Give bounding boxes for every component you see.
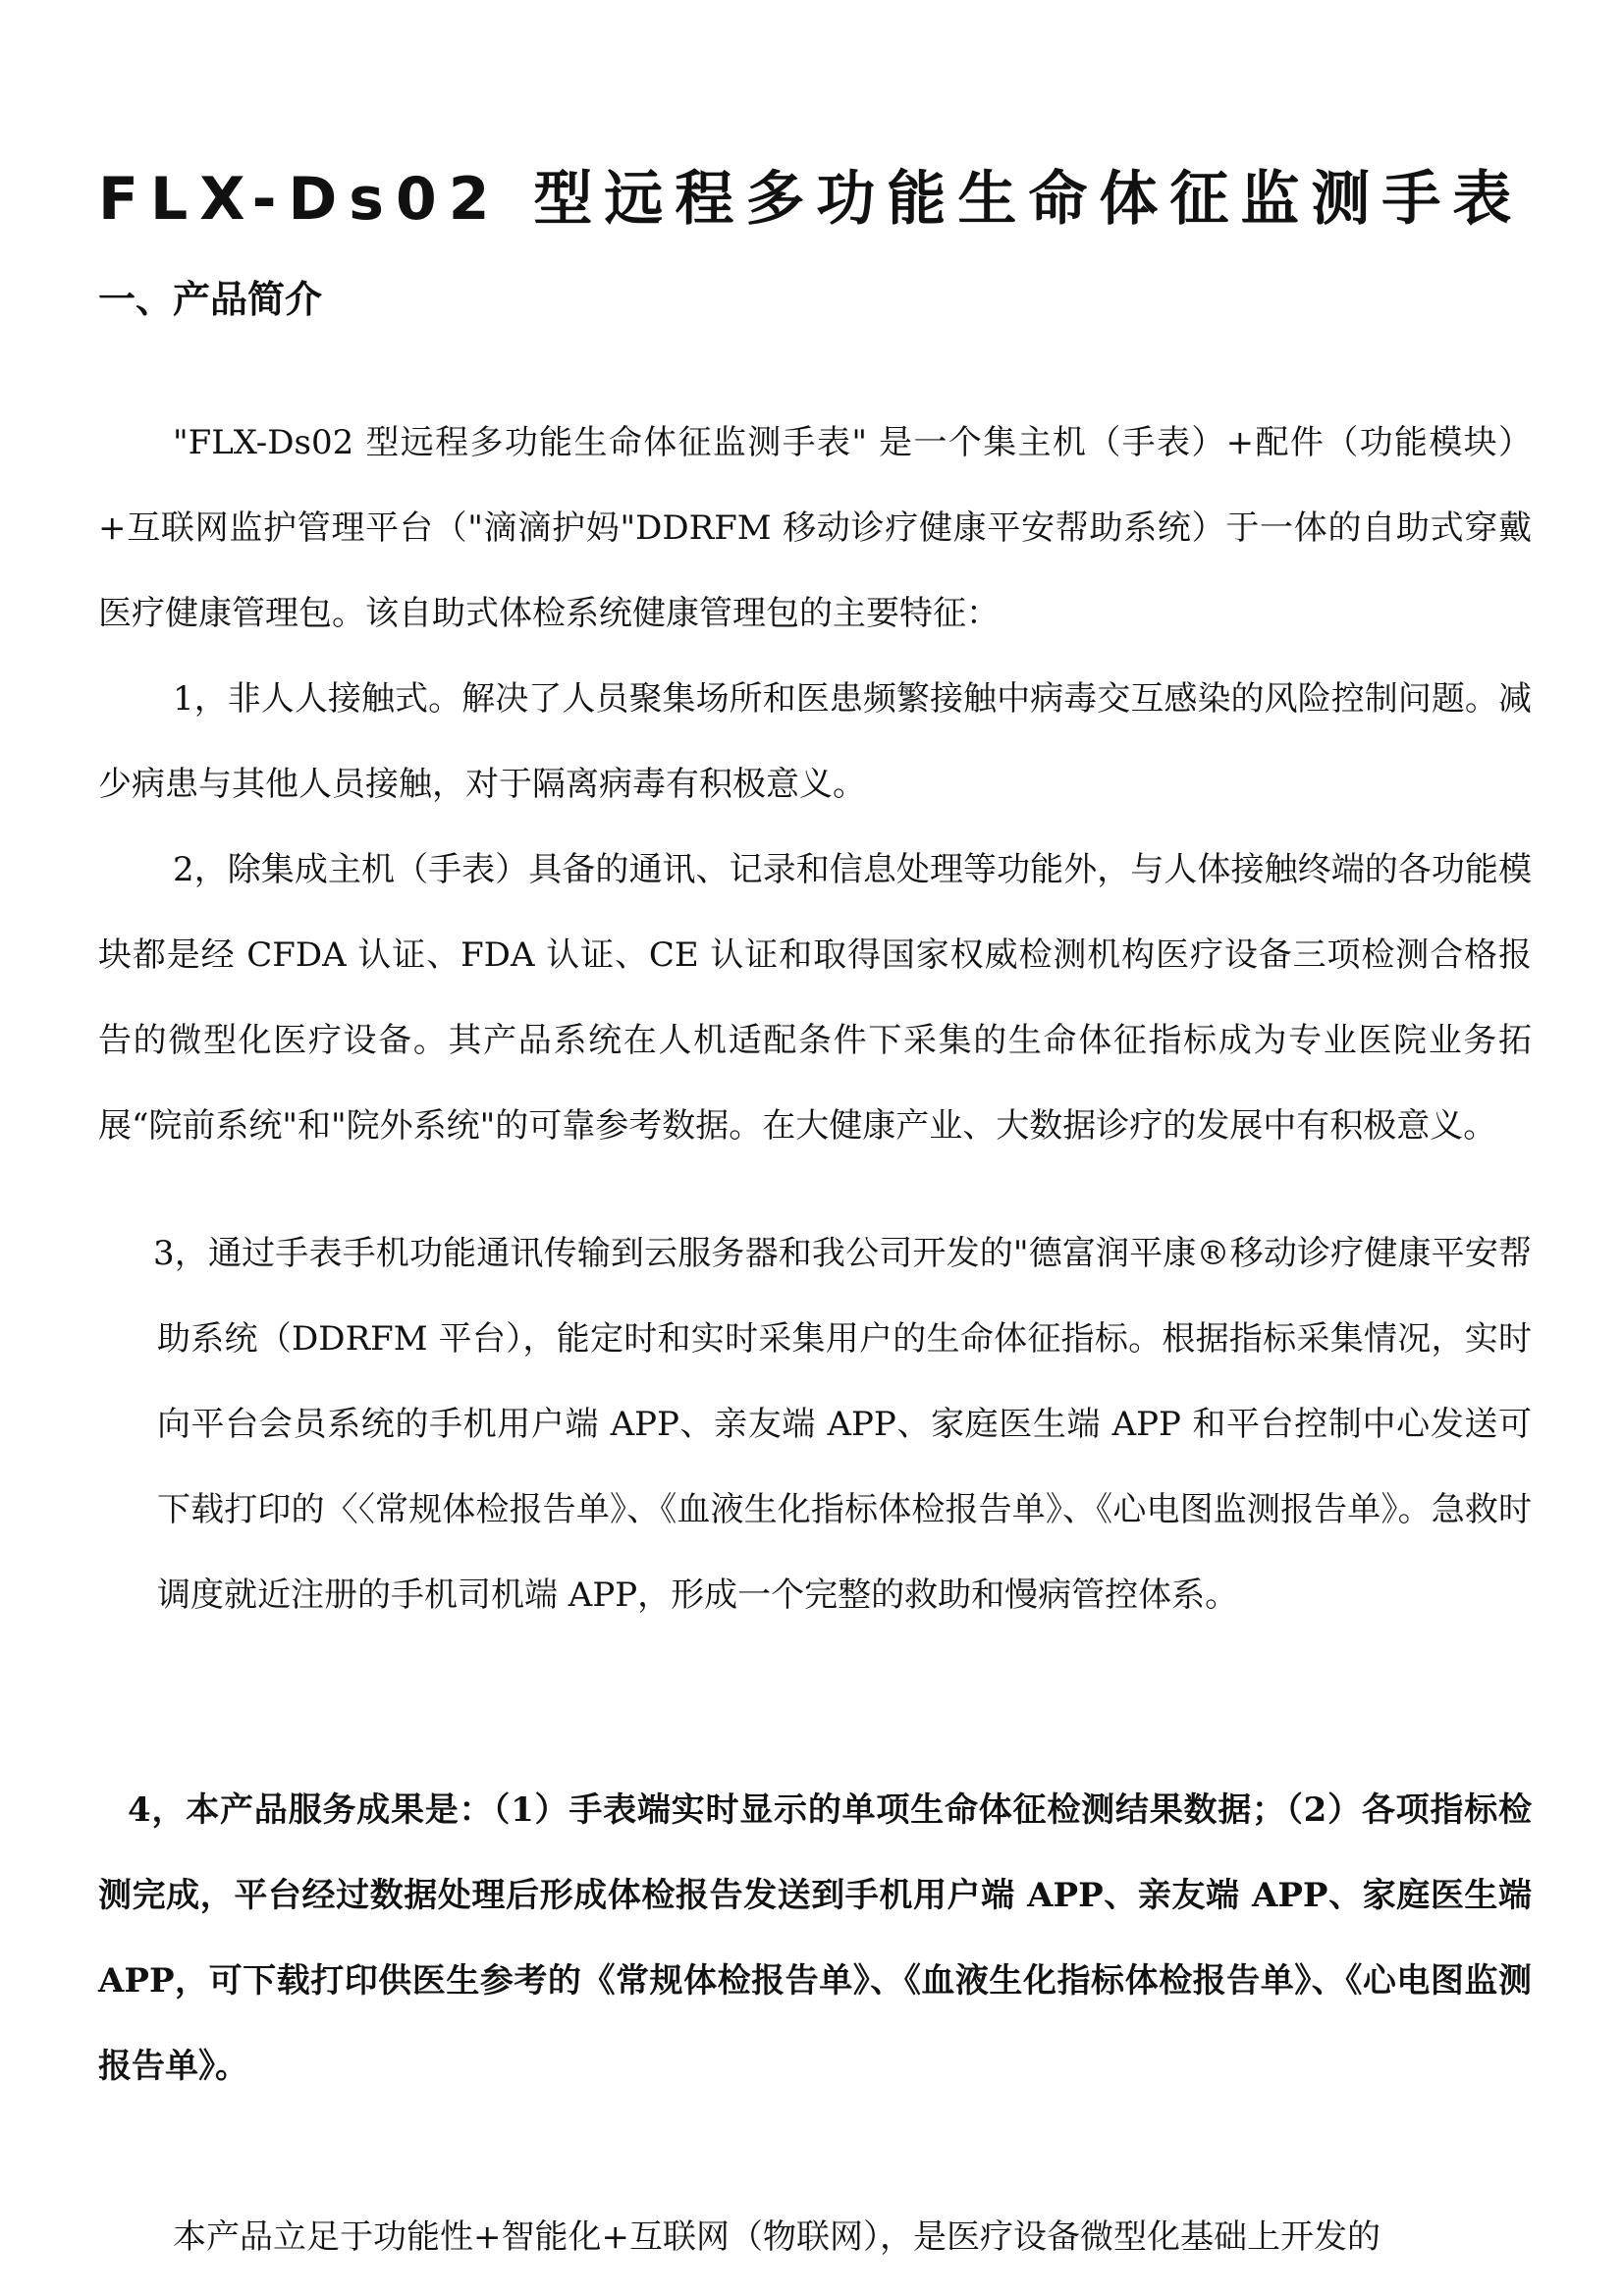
paragraph-intro: "FLX-Ds02 型远程多功能生命体征监测手表" 是一个集主机（手表）+配件（功能模块）+互联网监护管理平台（"滴滴护妈"DDRFM 移动诊疗健康平安帮助系统）于一体的自助式穿戴医疗健康管理包。该自助式体检系统健康管理包的主要特征：	[98, 423, 1532, 633]
paragraph-point-4: 4，本产品服务成果是：（1）手表端实时显示的单项生命体征检测结果数据；（2）各项指标检测完成，平台经过数据处理后形成体检报告发送到手机用户端 APP、亲友端 APP、家庭医生端 APP，可下载打印供医生参考的《常规体检报告单》、《血液生化指标体检报告单》、《心电图监测报告单》。	[98, 1790, 1532, 2086]
section-heading: 一、产品简介	[98, 278, 323, 321]
paragraph-point-3: 3，通过手表手机功能通讯传输到云服务器和我公司开发的"德富润平康®移动诊疗健康平安帮助系统（DDRFM 平台），能定时和实时采集用户的生命体征指标。根据指标采集情况，实时向平台会员系统的手机用户端 APP、亲友端 APP、家庭医生端 APP 和平台控制中心发送可下载打印的〈〈常规体检报告单》、《血液生化指标体检报告单》、《心电图监测报告单》。急救时调度就近注册的手机司机端 APP，形成一个完整的救助和慢病管控体系。	[153, 1234, 1532, 1615]
paragraph-point-2: 2，除集成主机（手表）具备的通讯、记录和信息处理等功能外，与人体接触终端的各功能模块都是经 CFDA 认证、FDA 认证、CE 认证和取得国家权威检测机构医疗设备三项检测合格报告的微型化医疗设备。其产品系统在人机适配条件下采集的生命体征指标成为专业医院业务拓展“院前系统"和"院外系统"的可靠参考数据。在大健康产业、大数据诊疗的发展中有积极意义。	[98, 850, 1532, 1146]
document-title: FLX-Ds02 型远程多功能生命体征监测手表	[98, 165, 1524, 234]
paragraph-closing: 本产品立足于功能性+智能化+互联网（物联网），是医疗设备微型化基础上开发的	[173, 2217, 1380, 2257]
paragraph-point-1: 1，非人人接触式。解决了人员聚集场所和医患频繁接触中病毒交互感染的风险控制问题。减少病患与其他人员接触，对于隔离病毒有积极意义。	[98, 679, 1532, 804]
